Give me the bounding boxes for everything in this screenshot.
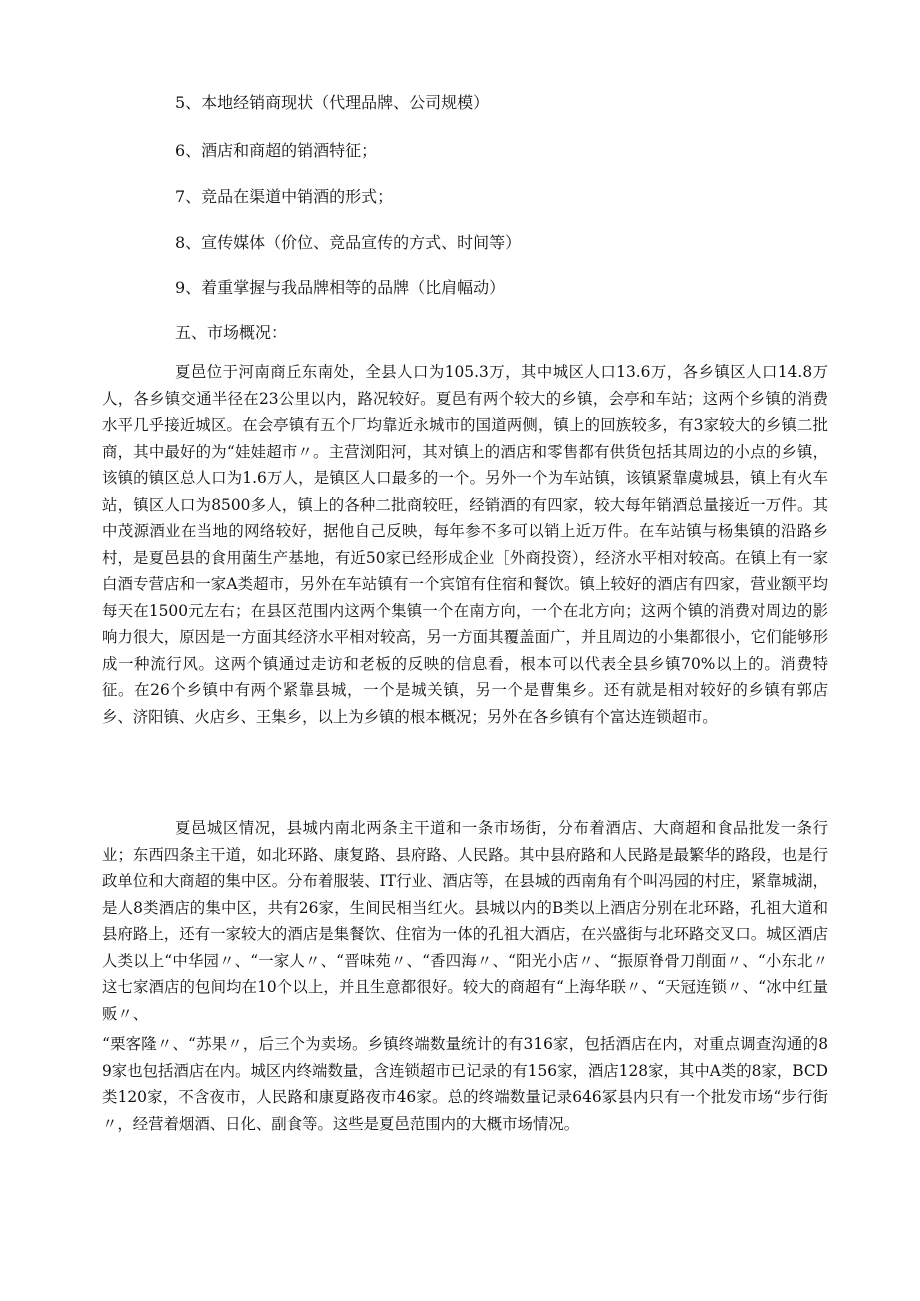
paragraph-county-city: 夏邑城区情况，县城内南北两条主干道和一条市场街，分布着酒店、大商超和食品批发一条行业；东西四条主干道，如北环路、康复路、县府路、人民路。其中县府路和人民路是最繁华的路段，也是行政单位和大商超的集中区。分布着服装、IT行业、酒店等，在县城的西南角有个叫冯园的村庄，紧靠城湖，是人8类酒店的集中区，共有26家，生间民相当红火。县城以内的B类以上酒店分别在北环路，孔祖大道和县府路上，还有一家较大的酒店是集餐饮、住宿为一体的孔祖大酒店，在兴盛街与北环路交叉口。城区酒店人类以上“中华园〃、“一家人〃、“晋味苑〃、“香四海〃、“阳光小店〃、“振原脊骨刀削面〃、“小东北〃这七家酒店的包间均在10个以上，并且生意都很好。较大的商超有“上海华联〃、“天冠连锁〃、“冰中红量贩〃、 xyxy=(102,819,828,1023)
paragraph-terminal-stats: “栗客隆〃、“苏果〃，后三个为卖场。乡镇终端数量统计的有316家，包括酒店在内，对重点调查沟通的89家也包括酒店在内。城区内终端数量，含连锁超市已记录的有156家，酒店128家，其中A类的8家，BCD类120家，不含夜市，人民路和康夏路夜市46家。总的终端数量记录646冢县内只有一个批发市场“步行街〃，经营着烟酒、日化、副食等。这些是夏邑范围内的大概市场情况。 xyxy=(102,1035,828,1133)
section-heading: 五、市场概况： xyxy=(175,323,288,342)
list-item-7: 7、竞品在渠道中销酒的形式； xyxy=(175,187,394,206)
list-item-8: 8、宣传媒体（价位、竞品宣传的方式、时间等） xyxy=(175,233,522,252)
list-item-9: 9、着重掌握与我品牌相等的品牌（比肩幅动） xyxy=(175,278,506,297)
list-item-5: 5、本地经销商现状（代理品牌、公司规模） xyxy=(175,93,490,112)
paragraph-township-overview: 夏邑位于河南商丘东南处，全县人口为105.3万，其中城区人口13.6万，各乡镇区人口14.8万人，各乡镇交通半径在23公里以内，路况较好。夏邑有两个较大的乡镇，会亭和车站；这两个乡镇的消费水平几乎接近城区。在会亭镇有五个厂均靠近永城市的国道两侧，镇上的回族较多，有3家较大的乡镇二批商，其中最好的为“娃娃超市〃。主营浏阳河，其对镇上的酒店和零售都有供货包括其周边的小点的乡镇，该镇的镇区总人口为1.6万人，是镇区人口最多的一个。另外一个为车站镇，该镇紧靠虞城县，镇上有火车站，镇区人口为8500多人，镇上的各种二批商较旺，经销酒的有四家，较大每年销酒总量接近一万件。其中茂源酒业在当地的网络较好，据他自己反映，每年参不多可以销上近万件。在车站镇与杨集镇的沿路乡村，是夏邑县的食用菌生产基地，有近50家已经形成企业［外商投资），经济水平相对较高。在镇上有一家白酒专营店和一家A类超市，另外在车站镇有一个宾馆有住宿和餐饮。镇上较好的酒店有四家，营业额平均每天在1500元左右；在县区范围内这两个集镇一个在南方向，一个在北方向；这两个镇的消费对周边的影响力很大，原因是一方面其经济水平相对较高，另一方面其覆盖面广，并且周边的小集都很小，它们能够形成一种流行风。这两个镇通过走访和老板的反映的信息看，根本可以代表全县乡镇70%以上的。消费特征。在26个乡镇中有两个紧靠县城，一个是城关镇，另一个是曹集乡。还有就是相对较好的乡镇有郭店乡、济阳镇、火店乡、王集乡，以上为乡镇的根本概况；另外在各乡镇有个富达连锁超市。 xyxy=(102,363,828,726)
list-item-6: 6、酒店和商超的销酒特征； xyxy=(175,141,378,160)
